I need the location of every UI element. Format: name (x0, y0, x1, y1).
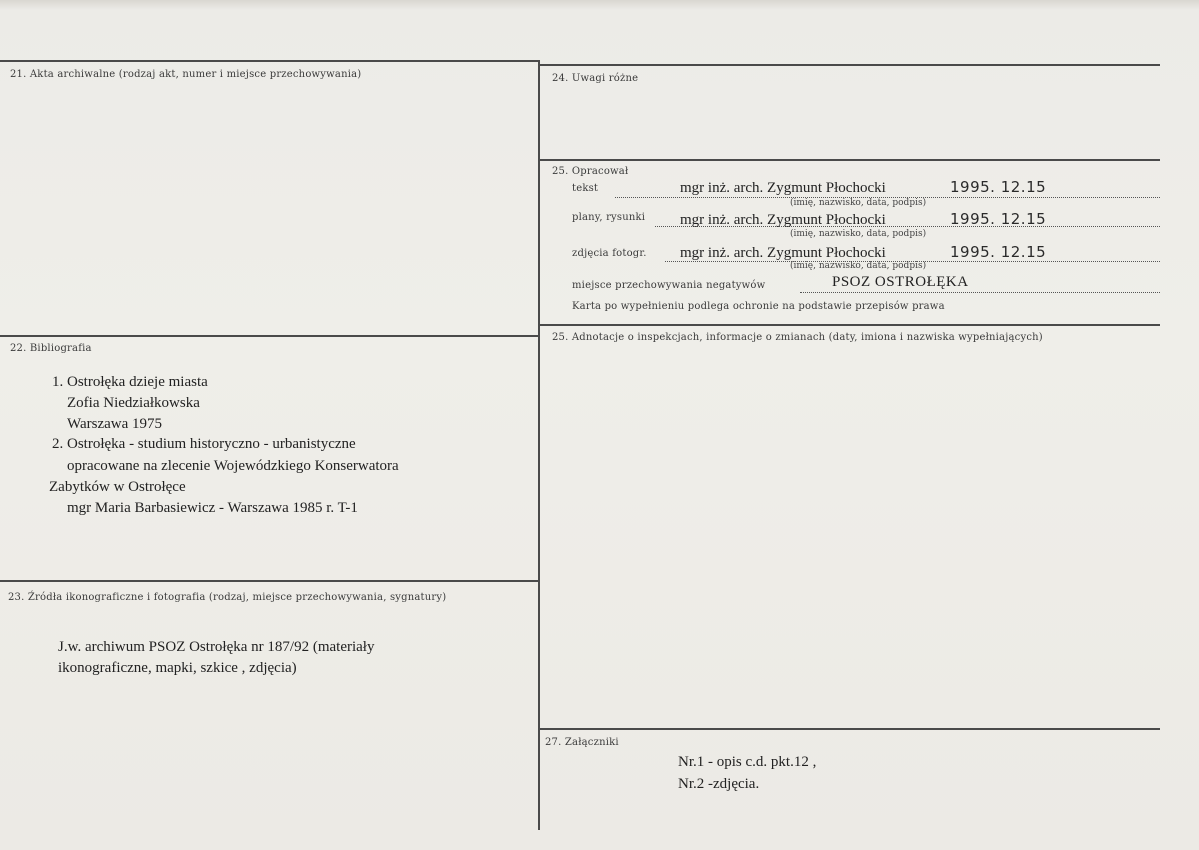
row-zdjecia-date: 1995. 12.15 (950, 243, 1047, 261)
protection-note: Karta po wypełnieniu podlega ochronie na podstawie przepisów prawa (572, 301, 945, 312)
s22-label: 22. Bibliografia (10, 343, 92, 354)
divider-s26-s27 (540, 728, 1160, 730)
s27-label: 27. Załączniki (545, 737, 619, 748)
biblio-line-6: Zabytków w Ostrołęce (49, 479, 186, 495)
divider-vertical (538, 60, 540, 830)
biblio-line-3: Warszawa 1975 (67, 416, 163, 432)
s21-label: 21. Akta archiwalne (rodzaj akt, numer i miejsce przechowywania) (10, 69, 362, 80)
top-edge (0, 0, 1199, 10)
attachment-line-2: Nr.2 -zdjęcia. (678, 776, 760, 792)
s24-label: 24. Uwagi różne (552, 73, 639, 84)
biblio-line-1: 1. Ostrołęka dzieje miasta (52, 374, 208, 390)
negatives-value: PSOZ OSTROŁĘKA (832, 274, 969, 290)
icon-sources-line-1: J.w. archiwum PSOZ Ostrołęka nr 187/92 (materiały (58, 639, 375, 655)
divider-s22-s23 (0, 580, 540, 582)
divider-top-right (540, 64, 1160, 66)
biblio-line-2: Zofia Niedziałkowska (67, 395, 200, 411)
negatives-label: miejsce przechowywania negatywów (572, 280, 766, 291)
row-tekst-key: tekst (572, 183, 599, 194)
row-plany-author: mgr inż. arch. Zygmunt Płochocki (680, 212, 886, 228)
s26-label: 25. Adnotacje o inspekcjach, informacje o zmianach (daty, imiona i nazwiska wypełniających) (552, 332, 1043, 343)
s25-label: 25. Opracował (552, 166, 629, 177)
row-tekst-hint: (imię, nazwisko, data, podpis) (790, 198, 927, 208)
attachment-line-1: Nr.1 - opis c.d. pkt.12 , (678, 754, 817, 770)
row-zdjecia-hint: (imię, nazwisko, data, podpis) (790, 261, 927, 271)
row-tekst-author: mgr inż. arch. Zygmunt Płochocki (680, 180, 886, 196)
row-plany-hint: (imię, nazwisko, data, podpis) (790, 229, 927, 239)
divider-s25-s26 (540, 324, 1160, 326)
s23-label: 23. Źródła ikonograficzne i fotografia (rodzaj, miejsce przechowywania, sygnatury) (8, 592, 447, 603)
row-zdjecia-author: mgr inż. arch. Zygmunt Płochocki (680, 245, 886, 261)
negatives-line (800, 292, 1160, 293)
divider-s24-s25 (540, 159, 1160, 161)
icon-sources-line-2: ikonograficzne, mapki, szkice , zdjęcia) (58, 660, 297, 676)
divider-top-left (0, 60, 540, 62)
row-tekst-date: 1995. 12.15 (950, 178, 1047, 196)
divider-s21-s22 (0, 335, 540, 337)
row-plany-key: plany, rysunki (572, 212, 646, 223)
row-plany-date: 1995. 12.15 (950, 210, 1047, 228)
biblio-line-4: 2. Ostrołęka - studium historyczno - urbanistyczne (52, 436, 356, 452)
biblio-line-7: mgr Maria Barbasiewicz - Warszawa 1985 r. T-1 (67, 500, 358, 516)
biblio-line-5: opracowane na zlecenie Wojewódzkiego Konserwatora (67, 458, 399, 474)
row-zdjecia-key: zdjęcia fotogr. (572, 248, 647, 259)
